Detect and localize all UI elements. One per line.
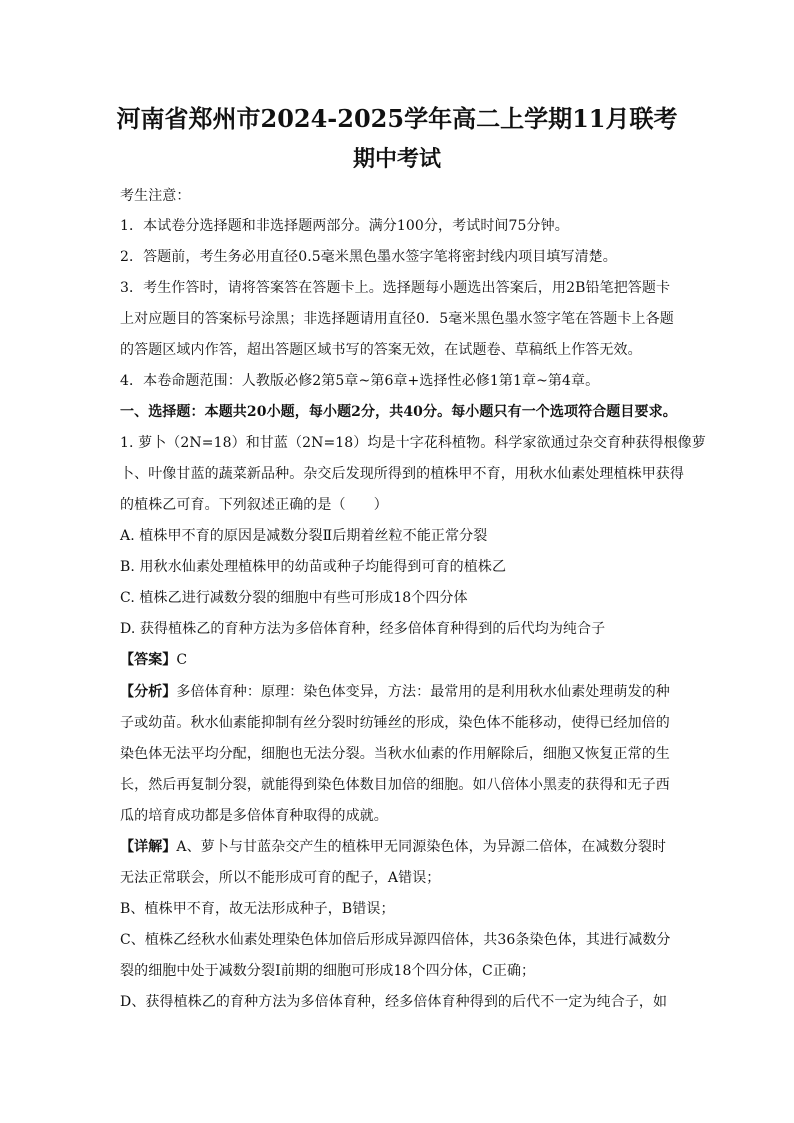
- answer-line: [120, 650, 680, 670]
- option-c: C. 植株乙进行减数分裂的细胞中有些可形成18个四分体: [120, 590, 468, 606]
- analysis-text: 瓜的培育成功都是多倍体育种取得的成就。: [120, 808, 388, 824]
- notice-item: 上对应题目的答案标号涂黑；非选择题请用直径0．5毫米黑色墨水签字笔在答题卡上各题: [120, 311, 674, 327]
- detail-tag: 【详解】: [120, 839, 177, 855]
- analysis-text: 多倍体育种：原理：染色体变异，方法：最常用的是利用秋水仙素处理萌发的种: [176, 684, 670, 700]
- notice-item: 4．本卷命题范围：人教版必修2第5章~第6章+选择性必修1第1章~第4章。: [120, 373, 600, 389]
- notice-item: 1．本试卷分选择题和非选择题两部分。满分100分，考试时间75分钟。: [120, 218, 569, 234]
- detail-text: 无法正常联会，所以不能形成可育的配子，A错误；: [120, 870, 441, 886]
- detail-text: D、获得植株乙的育种方法为多倍体育种，经多倍体育种得到的后代不一定为纯合子，如: [120, 994, 668, 1010]
- detail-text: 裂的细胞中处于减数分裂Ⅰ前期的细胞可形成18个四分体，C正确；: [120, 963, 536, 979]
- detail-line: [120, 837, 680, 857]
- answer-tag: 【答案】: [120, 652, 177, 668]
- option-d: D. 获得植株乙的育种方法为多倍体育种，经多倍体育种得到的后代均为纯合子: [120, 621, 606, 637]
- section-heading: 一、选择题：本题共20小题，每小题2分，共40分。每小题只有一个选项符合题目要求。: [120, 404, 677, 420]
- analysis-text: 染色体无法平均分配，细胞也无法分裂。当秋水仙素的作用解除后，细胞又恢复正常的生: [120, 746, 670, 762]
- analysis-line: [120, 682, 680, 702]
- analysis-tag: 【分析】: [120, 684, 177, 700]
- detail-text: A、萝卜与甘蓝杂交产生的植株甲无同源染色体，为异源二倍体，在减数分裂时: [176, 839, 667, 855]
- detail-text: C、植株乙经秋水仙素处理染色体加倍后形成异源四倍体，共36条染色体，其进行减数分: [120, 932, 671, 948]
- document-title: 河南省郑州市2024-2025学年高二上学期11月联考: [116, 104, 678, 133]
- question-stem: 1. 萝卜（2N=18）和甘蓝（2N=18）均是十字花科植物。科学家欲通过杂交育种获得根像萝: [120, 435, 706, 451]
- answer-value: C: [176, 652, 188, 668]
- notice-item: 3．考生作答时，请将答案答在答题卡上。选择题每小题选出答案后，用2B铅笔把答题卡: [120, 280, 671, 296]
- notice-item: 的答题区域内作答，超出答题区域书写的答案无效，在试题卷、草稿纸上作答无效。: [120, 342, 642, 358]
- option-a: A. 植株甲不育的原因是减数分裂Ⅱ后期着丝粒不能正常分裂: [120, 528, 488, 544]
- analysis-text: 子或幼苗。秋水仙素能抑制有丝分裂时纺锤丝的形成，染色体不能移动，使得已经加倍的: [120, 715, 670, 731]
- document-subtitle: 期中考试: [352, 146, 441, 172]
- analysis-text: 长，然后再复制分裂，就能得到染色体数目加倍的细胞。如八倍体小黑麦的获得和无子西: [120, 777, 670, 793]
- detail-text: B、植株甲不育，故无法形成种子，B错误；: [120, 901, 395, 917]
- question-stem: 的植株乙可育。下列叙述正确的是（ ）: [120, 497, 388, 513]
- question-stem: 卜、叶像甘蓝的蔬菜新品种。杂交后发现所得到的植株甲不育，用秋水仙素处理植株甲获得: [120, 466, 684, 482]
- option-b: B. 用秋水仙素处理植株甲的幼苗或种子均能得到可育的植株乙: [120, 559, 507, 575]
- notice-heading: 考生注意：: [120, 188, 191, 204]
- notice-item: 2．答题前，考生务必用直径0.5毫米黑色墨水签字笔将密封线内项目填写清楚。: [120, 249, 617, 265]
